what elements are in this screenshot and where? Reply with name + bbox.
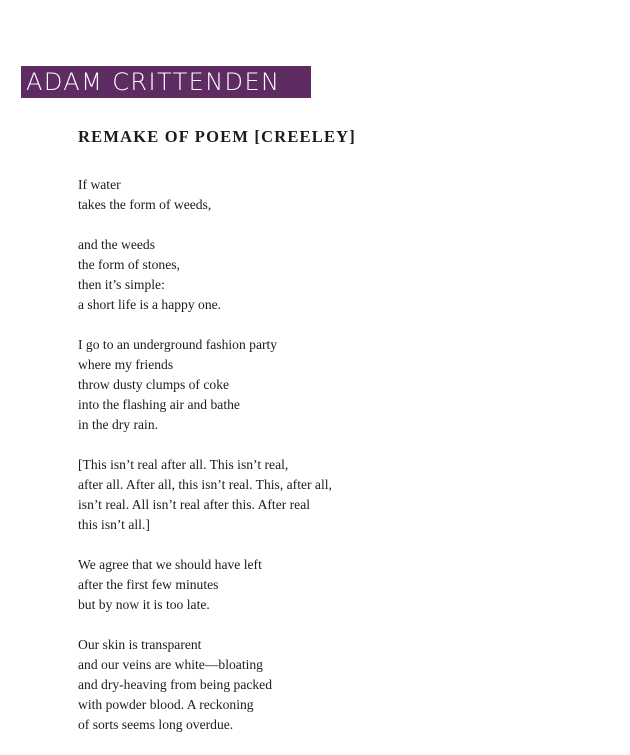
poem-line: after the first few minutes xyxy=(78,577,219,592)
poem-line: into the flashing air and bathe xyxy=(78,397,240,412)
stanza xyxy=(78,235,332,315)
poem-line: isn’t real. All isn’t real after this. After real xyxy=(78,497,311,512)
stanza xyxy=(78,335,332,435)
poem-title: REMAKE OF POEM [CREELEY] xyxy=(78,127,356,146)
poem-line: [This isn’t real after all. This isn’t real, xyxy=(78,457,289,472)
poem-body xyxy=(78,175,332,755)
poem-line: in the dry rain. xyxy=(78,417,159,432)
poem-line: and dry-heaving from being packed xyxy=(78,677,273,692)
poem-line: We agree that we should have left xyxy=(78,557,262,572)
poem-line: then it’s simple: xyxy=(78,277,165,292)
stanza xyxy=(78,635,332,735)
poem-line: but by now it is too late. xyxy=(78,597,210,612)
stanza xyxy=(78,555,332,615)
poem-line: If water xyxy=(78,177,121,192)
author-banner xyxy=(21,66,311,98)
stanza xyxy=(78,175,332,215)
poem-line: takes the form of weeds, xyxy=(78,197,212,212)
poem-line: this isn’t all.] xyxy=(78,517,150,532)
poem-line: after all. After all, this isn’t real. This, after all, xyxy=(78,477,332,492)
poem-line: I go to an underground fashion party xyxy=(78,337,278,352)
poem-line: a short life is a happy one. xyxy=(78,297,222,312)
stanza xyxy=(78,455,332,535)
author-name: ADAM CRITTENDEN xyxy=(26,68,281,96)
poem-line: where my friends xyxy=(78,357,174,372)
poem-line: Our skin is transparent xyxy=(78,637,202,652)
poem-line: and the weeds xyxy=(78,237,156,252)
poem-line: of sorts seems long overdue. xyxy=(78,717,234,732)
poem-line: and our veins are white—bloating xyxy=(78,657,263,672)
poem-line: with powder blood. A reckoning xyxy=(78,697,254,712)
poem-line: the form of stones, xyxy=(78,257,180,272)
poem-line: throw dusty clumps of coke xyxy=(78,377,230,392)
